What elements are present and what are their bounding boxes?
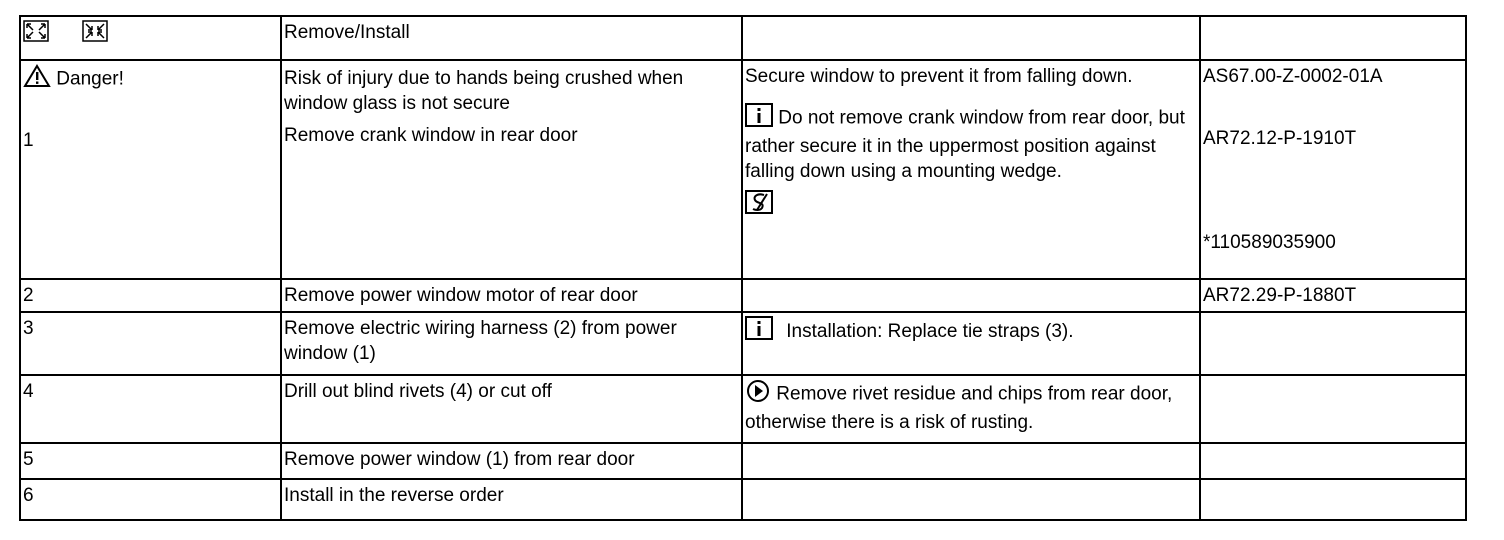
danger-ref[interactable]: AS67.00-Z-0002-01A: [1203, 66, 1383, 87]
table-row: [20, 312, 1466, 375]
expand-icon[interactable]: [23, 20, 49, 49]
action-cell: [281, 60, 742, 279]
note-cell: [742, 312, 1200, 375]
table-row: [20, 279, 1466, 312]
step-note: Do not remove crank window from rear door, but rather secure it in the uppermost position against falling down using a mounting wedge.: [745, 107, 1185, 182]
step-note: [742, 279, 1200, 312]
procedure-table: [19, 15, 1467, 521]
step-number: 4: [20, 375, 281, 443]
step-action: Install in the reverse order: [281, 479, 742, 520]
info-icon[interactable]: [745, 103, 773, 134]
step-number: 2: [20, 279, 281, 312]
step-ref: [1200, 375, 1466, 443]
table-row: [20, 375, 1466, 443]
warning-triangle-icon: [23, 64, 51, 95]
step-ref: [1200, 312, 1466, 375]
info-icon[interactable]: [745, 316, 773, 347]
step-ref: [1200, 479, 1466, 520]
ref-cell: [1200, 60, 1466, 279]
special-tool-icon[interactable]: [745, 190, 773, 221]
step-action: Remove crank window in rear door: [284, 125, 578, 146]
table-row: [20, 60, 1466, 279]
header-title: Remove/Install: [281, 16, 742, 60]
step-cell: [20, 60, 281, 279]
step-number: 1: [23, 130, 34, 151]
step-number: 5: [20, 443, 281, 479]
danger-description: Risk of injury due to hands being crushed when window glass is not secure: [284, 68, 684, 114]
step-number: 6: [20, 479, 281, 520]
note-cell: [742, 375, 1200, 443]
step-note: [742, 443, 1200, 479]
step-action: Drill out blind rivets (4) or cut off: [281, 375, 742, 443]
step-note: [742, 479, 1200, 520]
step-action: Remove power window (1) from rear door: [281, 443, 742, 479]
step-ref[interactable]: AR72.12-P-1910T: [1203, 128, 1357, 149]
header-empty-cell: [1200, 16, 1466, 60]
collapse-icon[interactable]: [82, 20, 108, 49]
step-note: Installation: Replace tie straps (3).: [786, 320, 1074, 342]
step-note: Remove rivet residue and chips from rear door, otherwise there is a risk of rusting.: [745, 383, 1173, 433]
danger-label: Danger!: [56, 68, 124, 90]
table-header-row: [20, 16, 1466, 60]
note-cell: [742, 60, 1200, 279]
danger-note: Secure window to prevent it from falling down.: [745, 66, 1133, 87]
header-empty-cell: [742, 16, 1200, 60]
environment-note-icon[interactable]: [745, 379, 771, 410]
header-icons-cell: [20, 16, 281, 60]
step-action: Remove power window motor of rear door: [281, 279, 742, 312]
step-number: 3: [20, 312, 281, 375]
tool-ref[interactable]: *110589035900: [1203, 232, 1336, 253]
table-row: [20, 443, 1466, 479]
step-action: Remove electric wiring harness (2) from power window (1): [281, 312, 742, 375]
step-ref[interactable]: AR72.29-P-1880T: [1200, 279, 1466, 312]
table-row: [20, 479, 1466, 520]
step-ref: [1200, 443, 1466, 479]
